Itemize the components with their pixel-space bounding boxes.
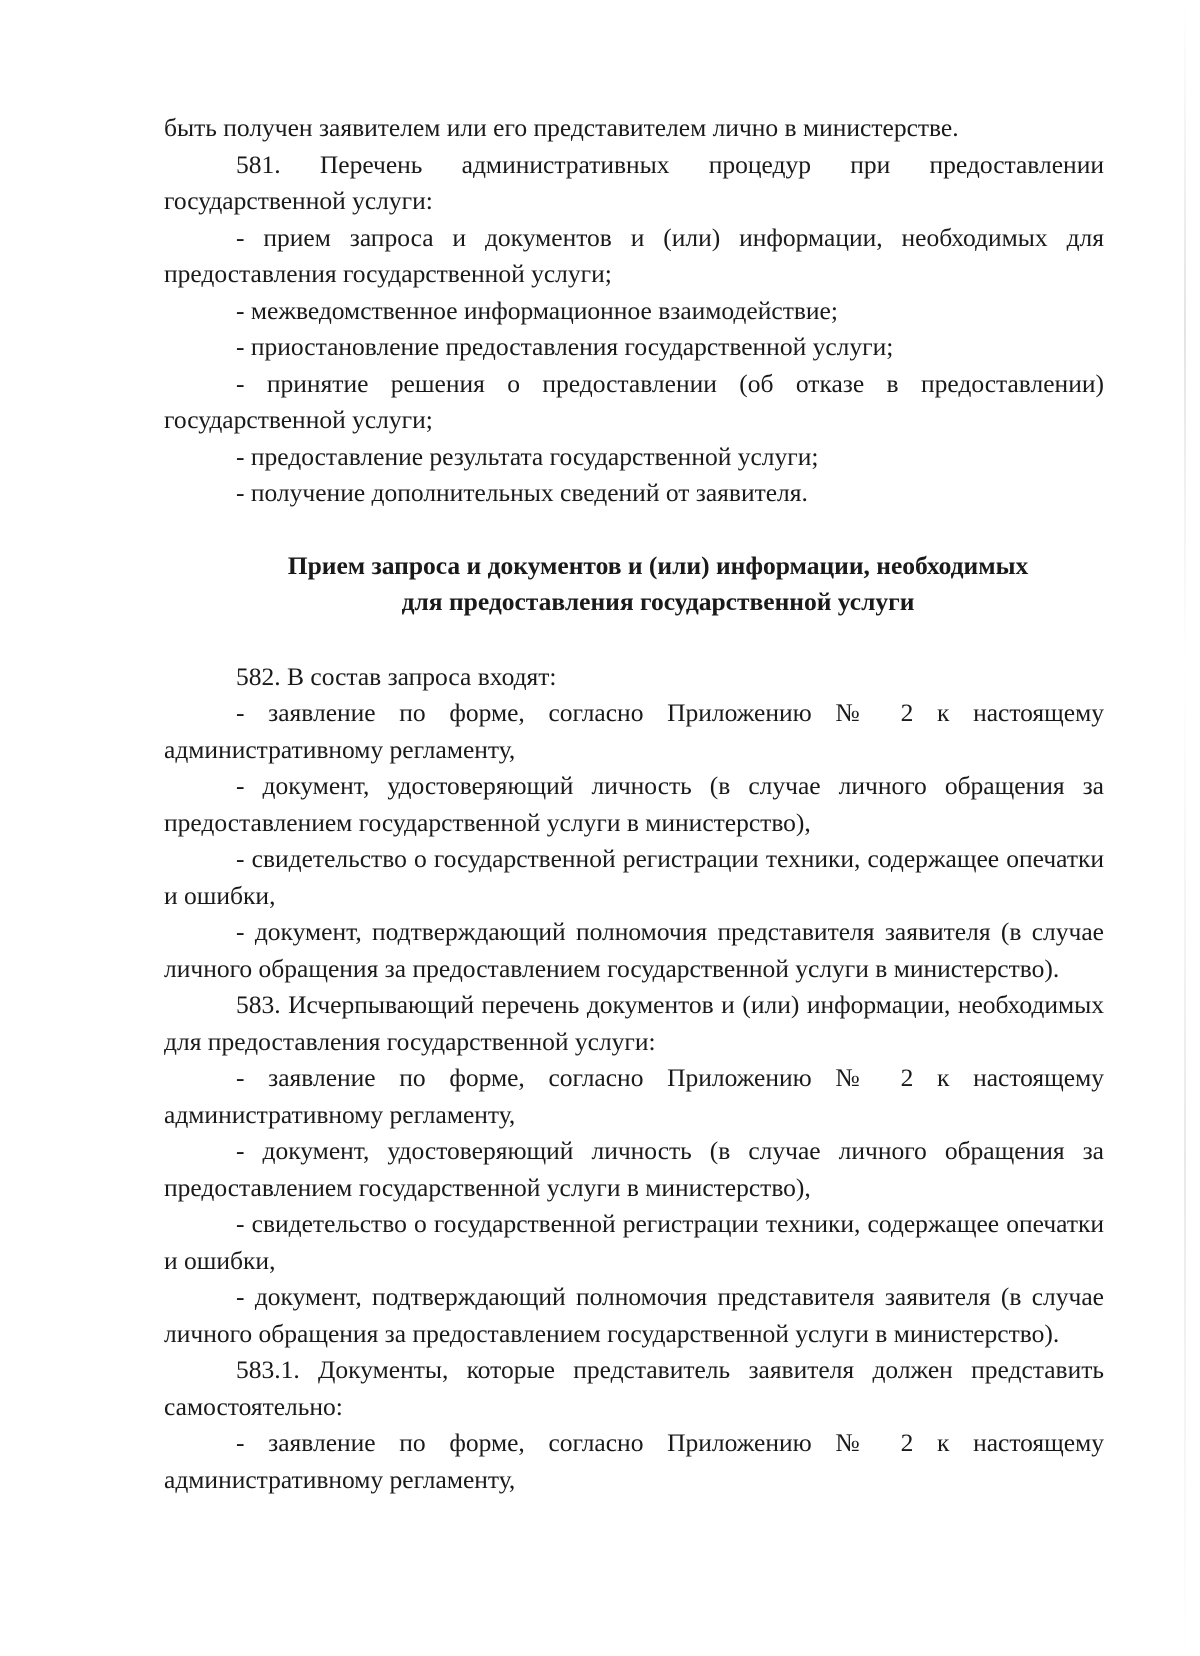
scan-edge-artifact xyxy=(1184,0,1186,1656)
paragraph: - принятие решения о предоставлении (об отказе в предоставлении) государственной услуги; xyxy=(164,368,1104,434)
paragraph: 582. В состав запроса входят: xyxy=(236,661,557,691)
paragraph: - заявление по форме, согласно Приложению № 2 к настоящему административному регламенту, xyxy=(164,698,1104,764)
section-heading xyxy=(164,548,1104,621)
paragraphs-bottom xyxy=(164,659,1104,1499)
paragraph: - документ, удостоверяющий личность (в случае личного обращения за предоставлением государственной услуги в министерство), xyxy=(164,1136,1104,1202)
paragraph: - свидетельство о государственной регистрации техники, содержащее опечатки и ошибки, xyxy=(164,1209,1104,1275)
paragraph: - документ, подтверждающий полномочия представителя заявителя (в случае личного обращения за предоставлением государственной услуги в министерство). xyxy=(164,1282,1104,1348)
paragraph: - документ, удостоверяющий личность (в случае личного обращения за предоставлением государственной услуги в министерство), xyxy=(164,771,1104,837)
paragraph: - свидетельство о государственной регистрации техники, содержащее опечатки и ошибки, xyxy=(164,844,1104,910)
paragraph: - заявление по форме, согласно Приложению № 2 к настоящему административному регламенту, xyxy=(164,1428,1104,1494)
document-page xyxy=(164,110,1104,1498)
paragraph: 583. Исчерпывающий перечень документов и (или) информации, необходимых для предоставления государственной услуги: xyxy=(164,990,1104,1056)
paragraph: быть получен заявителем или его представителем лично в министерстве. xyxy=(164,113,959,142)
paragraph: - заявление по форме, согласно Приложению № 2 к настоящему административному регламенту, xyxy=(164,1063,1104,1129)
section-heading-line-1: Прием запроса и документов и (или) информации, необходимых xyxy=(287,550,1029,580)
section-heading-line-2: для предоставления государственной услуги xyxy=(401,587,915,616)
paragraph: - межведомственное информационное взаимодействие; xyxy=(236,295,838,325)
spacer xyxy=(164,512,1104,548)
paragraph: 581. Перечень административных процедур при предоставлении государственной услуги: xyxy=(164,149,1104,215)
paragraph: - документ, подтверждающий полномочия представителя заявителя (в случае личного обращения за предоставлением государственной услуги в министерство). xyxy=(164,917,1104,983)
paragraph: - приостановление предоставления государственной услуги; xyxy=(236,332,894,361)
paragraph: - получение дополнительных сведений от заявителя. xyxy=(236,478,808,507)
paragraph: - предоставление результата государственной услуги; xyxy=(236,441,819,471)
paragraph: - прием запроса и документов и (или) информации, необходимых для предоставления государственной услуги; xyxy=(164,222,1104,288)
spacer xyxy=(164,621,1104,659)
paragraphs-top xyxy=(164,110,1104,512)
paragraph: 583.1. Документы, которые представитель заявителя должен представить самостоятельно: xyxy=(164,1355,1104,1421)
